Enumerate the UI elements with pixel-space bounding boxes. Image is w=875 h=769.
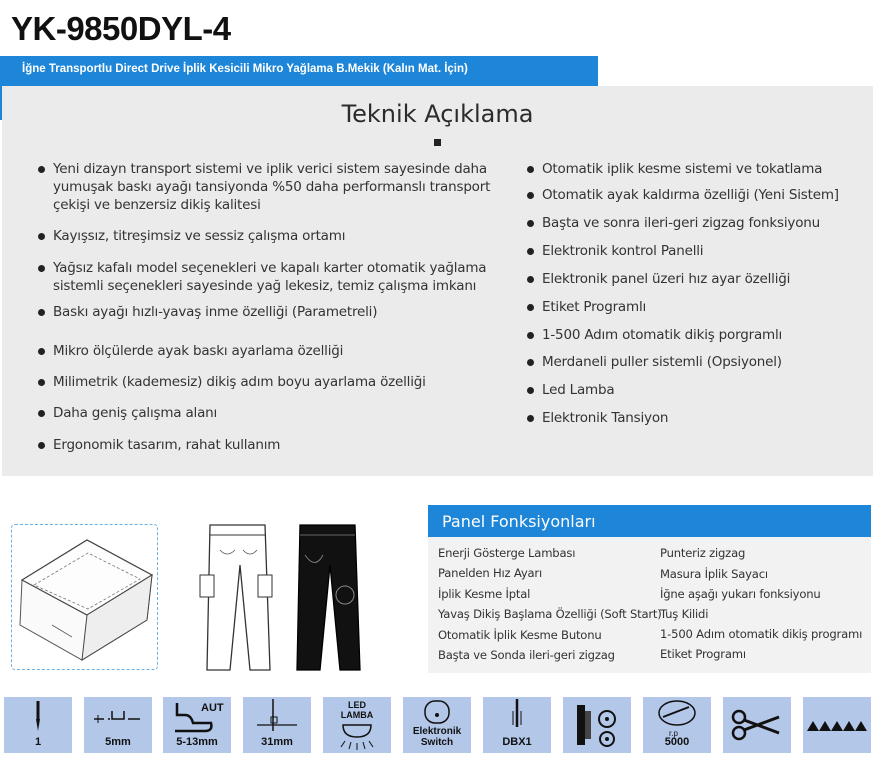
panel-function-item: 1-500 Adım otomatik dikiş programı	[660, 627, 863, 641]
tech-list-item: Merdaneli puller sistemli (Opsiyonel)	[527, 353, 782, 371]
spec-label: 1	[34, 736, 42, 748]
tech-list-item: Elektronik Tansiyon	[527, 409, 668, 427]
spec-label: 5-13mm	[176, 736, 218, 748]
spec-max-speed	[643, 697, 711, 753]
led-lamp-icon	[323, 697, 391, 753]
tech-list-item: Baskı ayağı hızlı-yavaş inme özelliği (Parametreli)	[38, 303, 498, 321]
spec-label: 5000	[664, 736, 690, 748]
svg-text:AUT: AUT	[201, 702, 224, 714]
panel-function-item: Punteriz zigzag	[660, 546, 746, 560]
tech-list-item: 1-500 Adım otomatik dikiş porgramlı	[527, 326, 782, 344]
spec-led-lamp	[323, 697, 391, 753]
spec-bobbin	[563, 697, 631, 753]
spec-presser-foot-lift	[163, 697, 231, 753]
spec-icon-row	[0, 697, 875, 753]
tech-list-item: Elektronik kontrol Panelli	[527, 242, 703, 260]
bobbin-icon	[563, 697, 631, 753]
tech-list-item: Kayışsız, titreşimsiz ve sessiz çalışma ortamı	[38, 227, 498, 245]
svg-text:r.p: r.p	[669, 729, 678, 738]
tech-list-item: Elektronik panel üzeri hız ayar özelliği	[527, 270, 790, 288]
tech-list-item: Etiket Programlı	[527, 298, 646, 316]
tech-list-item: Led Lamba	[527, 381, 614, 399]
svg-text:LED: LED	[348, 700, 366, 710]
spec-label: 31mm	[261, 736, 293, 748]
tech-list-item: Otomatik iplik kesme sistemi ve tokatlama	[527, 160, 822, 178]
tech-list-item: Ergonomik tasarım, rahat kullanım	[38, 436, 498, 454]
subtitle-bar: İğne Transportlu Direct Drive İplik Kesicili Mikro Yağlama B.Mekik (Kalın Mat. İçin)	[0, 56, 598, 86]
tech-list-item: Yeni dizayn transport sistemi ve iplik verici sistem sayesinde daha yumuşak baskı ayağı tansiyonda %50 daha performanslı transport çekişi ve benzersiz dikiş kalitesi	[38, 160, 498, 214]
panel-function-item: Enerji Gösterge Lambası	[438, 546, 576, 560]
heading-dot	[434, 139, 441, 146]
spec-electronic-switch	[403, 697, 471, 753]
spec-label: 5mm	[105, 736, 131, 748]
scissors-icon	[723, 697, 791, 753]
spec-label: DBX1	[502, 736, 532, 748]
technical-description-heading: Teknik Açıklama	[341, 100, 534, 128]
spec-feed-dog	[803, 697, 871, 753]
tech-list-item: Başta ve sonra ileri-geri zigzag fonksiyonu	[527, 214, 820, 232]
svg-text:LAMBA: LAMBA	[340, 710, 374, 720]
jeans-illustration	[185, 520, 365, 675]
panel-function-item: Panelden Hız Ayarı	[438, 566, 543, 580]
panel-function-item: İğne aşağı yukarı fonksiyonu	[660, 587, 821, 601]
panel-function-item: Etiket Programı	[660, 647, 746, 661]
light-jeans-icon	[200, 525, 272, 670]
folded-fabric-icon	[12, 525, 159, 671]
spec-needle-count	[4, 697, 72, 753]
tech-list-item: Otomatik ayak kaldırma özelliği (Yeni Sistem]	[527, 186, 839, 204]
panel-functions-header: Panel Fonksiyonları	[428, 505, 871, 537]
dark-jeans-icon	[297, 525, 360, 670]
spec-stitch-length	[84, 697, 152, 753]
spec-label: Elektronik Switch	[412, 726, 462, 748]
panel-function-item: Otomatik İplik Kesme Butonu	[438, 628, 602, 642]
tech-list-item: Daha geniş çalışma alanı	[38, 404, 498, 422]
spec-thread-trimmer	[723, 697, 791, 753]
panel-function-item: Tuş Kilidi	[660, 607, 709, 621]
tech-list-item: Yağsız kafalı model seçenekleri ve kapalı karter otomatik yağlama sistemli seçenekleri sayesinde yağ lekesiz, temiz çalışma imkanı	[38, 259, 508, 295]
panel-function-item: Yavaş Dikiş Başlama Özelliği (Soft Start)	[438, 607, 662, 621]
spec-needle-system	[483, 697, 551, 753]
tech-list-item: Mikro ölçülerde ayak baskı ayarlama özelliği	[38, 342, 498, 360]
panel-function-item: Başta ve Sonda ileri-geri zigzag	[438, 648, 615, 662]
fabric-sample-illustration	[11, 524, 158, 670]
tech-list-item: Milimetrik (kademesiz) dikiş adım boyu ayarlama özelliği	[38, 373, 498, 391]
feed-dog-icon	[803, 697, 871, 753]
spec-needle-distance	[243, 697, 311, 753]
panel-function-item: İplik Kesme İptal	[438, 587, 531, 601]
panel-function-item: Masura İplik Sayacı	[660, 567, 768, 581]
model-title: YK-9850DYL-4	[11, 10, 231, 47]
